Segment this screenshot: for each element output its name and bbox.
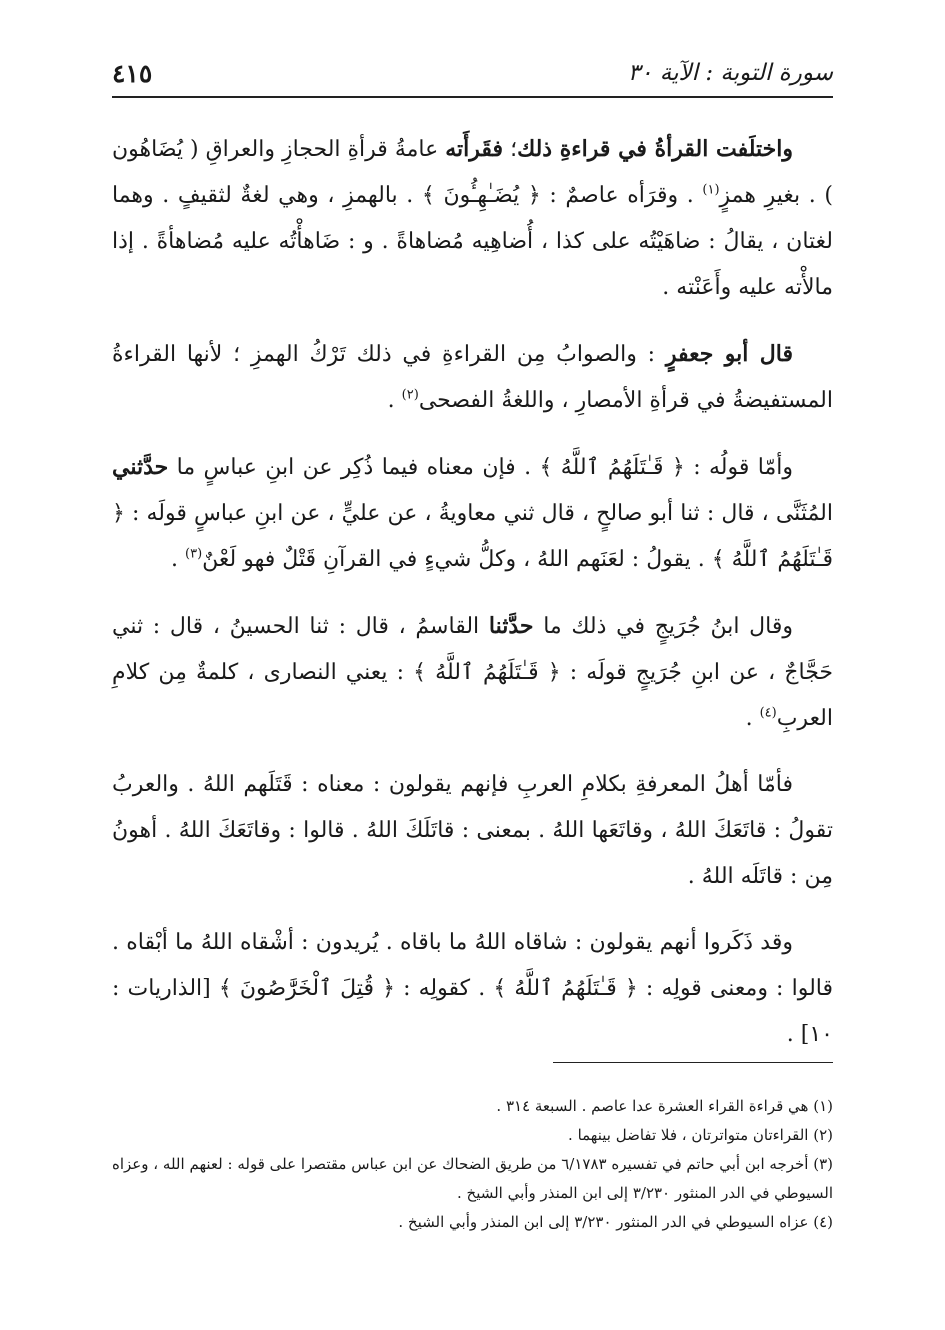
paragraph xyxy=(112,126,833,311)
paragraph xyxy=(112,331,833,424)
text-segment: . فإن معناه فيما ذُكِر عن ابنِ عباسٍ ما xyxy=(168,455,540,480)
text-segment: وقد ذَكَروا أنهم يقولون : شاقاه اللهُ ما باقاه . يُريدون : أشْقاه اللهُ ما أبْقاه . قالوا : ومعنى قولِه : xyxy=(112,930,833,1001)
text-segment: فأمّا أهلُ المعرفةِ بكلامِ العربِ فإنهم يقولون : معناه : قَتَلَهم اللهُ . والعربُ تقولُ : قاتَعَكَ اللهُ ، وقاتَعَها اللهُ . بمعنى : قاتَلَكَ اللهُ . قالوا : وقاتَعَكَ اللهُ . أهونُ مِن : قاتَلَه اللهُ . xyxy=(112,772,833,889)
paragraph xyxy=(112,444,833,583)
text-segment: فقَرأَته xyxy=(445,136,504,162)
text-segment: . يقولُ : لعَنَهم اللهُ ، وكلُّ شيءٍ في القرآنِ قَتْلٌ فهو لَعْنٌ xyxy=(202,547,712,572)
text-segment: وقال ابنُ جُرَيجٍ في ذلك ما xyxy=(533,614,793,639)
quran-quote: ﴿ قَـٰتَلَهُمُ ٱللَّهُ ﴾ xyxy=(413,660,561,685)
quran-quote: ﴿ يُضَـٰهِـُٔونَ ﴾ xyxy=(421,183,541,208)
quran-quote: ﴿ قَـٰتَلَهُمُ ٱللَّهُ ﴾ xyxy=(112,501,833,572)
text-segment: . xyxy=(745,706,760,731)
text-segment: واختلَفت القرأةُ في قراءةِ ذلك xyxy=(517,136,793,162)
footnote: (٣) أخرجه ابن أبي حاتم في تفسيره ٦/١٧٨٣ من طريق الضحاك عن ابن عباس مقتصرا على قوله : لعنهم الله ، وعزاه السيوطي في الدر المنثور ٣/٢٣٠ إلى ابن المنذر وأبي الشيخ . xyxy=(112,1155,833,1202)
text-segment: . بالهمزِ ، وهي لغةٌ لثقيفٍ . وهما لغتان ، يقالُ : ضاهَيْتُه على كذا ، أُضاهِيه مُضاهاةً . و : ضَاهأْتُه عليه مُضاهأةً . إذا مالأْته عليه وأَعَنْته . xyxy=(112,183,833,300)
header-rule xyxy=(112,96,833,98)
text-segment: حدَّثني xyxy=(112,454,169,480)
text-segment: المُثَنَّى ، قال : ثنا أبو صالحٍ ، قال ثني معاويةُ ، عن عليٍّ ، عن ابنِ عباسٍ قولَه : xyxy=(124,501,833,526)
text-segment: وأمّا قولُه : xyxy=(684,455,793,480)
paragraph xyxy=(112,762,833,900)
footnote: (٤) عزاه السيوطي في الدر المنثور ٣/٢٣٠ إلى ابن المنذر وأبي الشيخ . xyxy=(398,1213,833,1231)
text-segment: . xyxy=(387,388,402,413)
text-segment: . كقولِه : xyxy=(394,976,494,1001)
footnote-marker: (١) xyxy=(702,182,720,198)
paragraph xyxy=(112,920,833,1058)
paragraph xyxy=(112,603,833,742)
page-number: ٤١٥ xyxy=(112,58,153,88)
footnote-marker: (٣) xyxy=(185,546,203,562)
footnote: (١) هي قراءة القراء العشرة عدا عاصم . السبعة ٣١٤ . xyxy=(496,1097,833,1115)
footnote-marker: (٢) xyxy=(401,387,419,403)
quran-quote: ﴿ قُتِلَ ٱلْخَرَّٰصُونَ ﴾ xyxy=(218,976,395,1001)
quran-quote: ﴿ قَـٰتَلَهُمُ ٱللَّهُ ﴾ xyxy=(539,455,685,480)
main-text xyxy=(112,126,833,1078)
running-title: سورة التوبة : الآية ٣٠ xyxy=(627,60,833,86)
footnote: (٢) القراءتان متواترتان ، فلا تفاضل بينهما . xyxy=(568,1126,833,1144)
text-segment: . وقرَأه عاصمٌ : xyxy=(540,183,703,208)
footnote-separator xyxy=(553,1062,833,1063)
text-segment: [الذاريات : ١٠] . xyxy=(112,976,833,1047)
footnote-marker: (٤) xyxy=(759,705,777,721)
text-segment: عامةُ قرأةِ الحجازِ والعراقِ ( يُضَاهُون ) . بغيرِ همزٍ xyxy=(112,137,834,208)
text-segment: حدَّثنا xyxy=(488,613,534,639)
text-segment: القاسمُ ، قال : ثنا الحسينُ ، قال : ثني حَجَّاجٌ ، عن ابنِ جُرَيجٍ قولَه : xyxy=(112,614,834,685)
text-segment: . xyxy=(171,547,185,572)
footnotes xyxy=(112,1092,833,1237)
page-header xyxy=(112,52,833,94)
text-segment: : يعني النصارى ، كلمةٌ مِن كلامِ العربِ xyxy=(112,660,833,731)
text-segment: ؛ xyxy=(503,137,518,162)
text-segment: : والصوابُ مِن القراءةِ في ذلك تَرْكُ الهمزِ ؛ لأنها القراءةُ المستفيضةُ في قرأةِ الأمصارِ ، واللغةُ الفصحى xyxy=(112,342,833,413)
text-segment: قال أبو جعفرٍ xyxy=(665,341,793,367)
quran-quote: ﴿ قَـٰتَلَهُمُ ٱللَّهُ ﴾ xyxy=(493,976,638,1001)
